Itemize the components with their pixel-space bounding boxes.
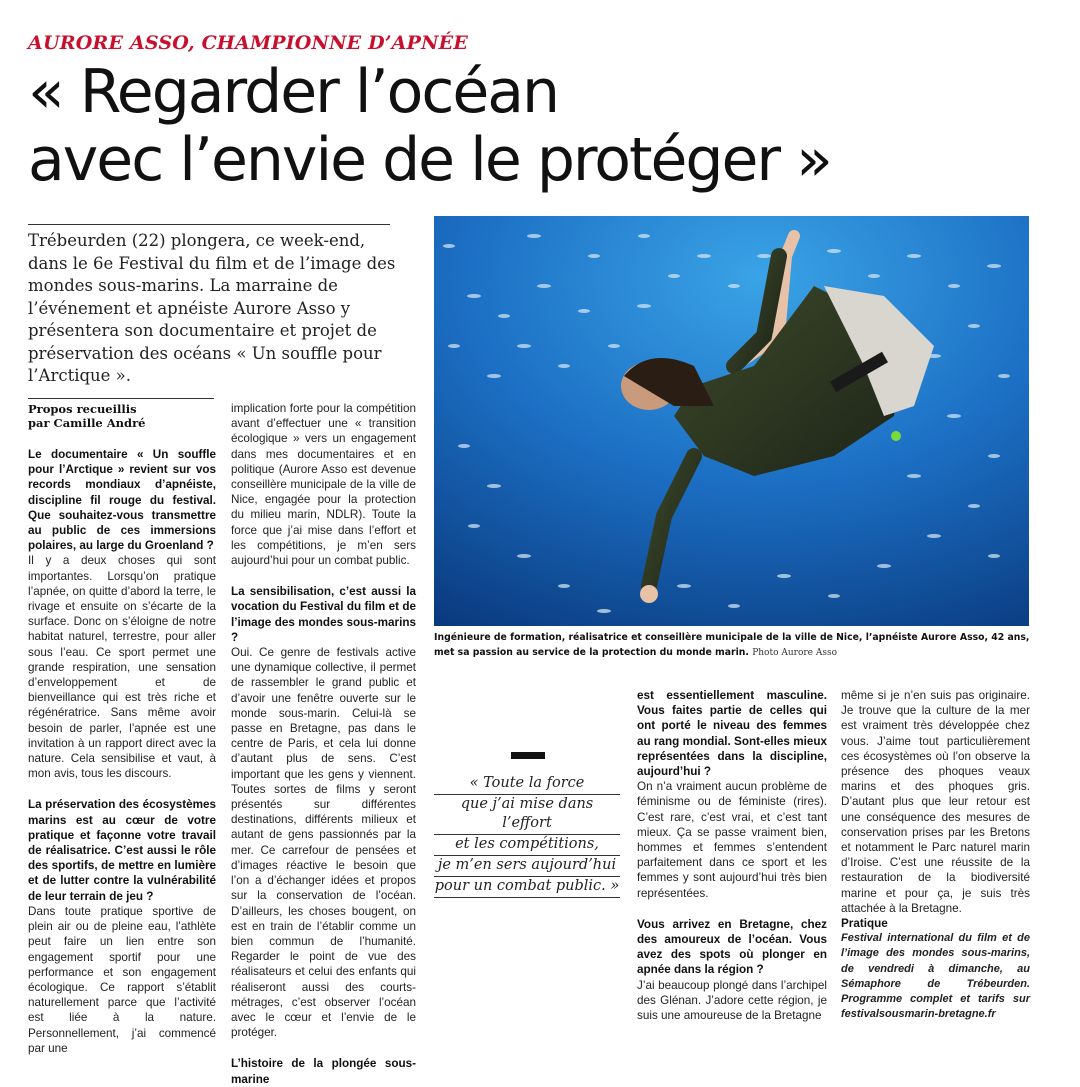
pullquote-line: « Toute la force	[434, 774, 620, 795]
byline-rule	[28, 398, 214, 399]
byline-line-2: par Camille André	[28, 416, 146, 430]
kicker: AURORE ASSO, CHAMPIONNE D’APNÉE	[28, 32, 469, 54]
pullquote-line: je m’en sers aujourd’hui	[434, 856, 620, 877]
headline	[28, 58, 1028, 194]
answer-2: Dans toute pratique sportive de plein air ou de pleine eau, l’athlète peut faire un lien entre son engagement sportif pour une performance et son engagement écologique. Ce rapport s’établit naturellement parce que l’activité est liée à la nature. Personnellement, j’ai commencé par une	[28, 904, 216, 1055]
pullquote-line: que j’ai mise dans l’effort	[434, 795, 620, 835]
pullquote-mark	[511, 752, 545, 759]
caption-text: Ingénieure de formation, réalisatrice et conseillère municipale de la ville de Nice, l’apnéiste Aurore Asso, 42 ans, met sa passion au service de la protection du monde marin.	[434, 632, 1030, 658]
column-1	[28, 447, 216, 1056]
answer-5-continued: même si je n’en suis pas originaire. Je trouve que la culture de la mer est vraiment très développée chez vous. J’aime tout particulièrement ces écosystèmes où l’on observe la présence des phoques veaux marins et des phoques gris. D’autant plus que leur retour est une conséquence des mesures de conservation prises par les Bretons et notamment le Parc naturel marin d’Iroise. C’est une réussite de la restauration de la biodiversité marine et pour ça, je suis très attachée à la Bretagne.	[841, 689, 1030, 915]
answer-1: Il y a deux choses qui sont importantes. Lorsqu’on pratique l’apnée, on quitte d’abord la terre, le rivage et ensuite on s’écarte de la surface. Donc on s’éloigne de notre habitat naturel, terrestre, pour aller sous l’eau. Ce sport permet une grande respiration, une sensation d’enveloppement et de bienveillance qui est très riche et régénératrice. Sans même avoir besoin de parler, l’apnée est une invitation à un rapport direct avec la nature. Cela sensibilise et vaut, à mon avis, tous les discours.	[28, 554, 216, 781]
pullquote-line: pour un combat public. »	[434, 877, 620, 898]
byline	[28, 402, 145, 430]
pratique-label: Pratique	[841, 917, 888, 931]
pratique-info: Festival international du film et de l’image des mondes sous-marins, de vendredi à dimanche, au Sémaphore de Trébeurden. Programme complet et tarifs sur festivalsousmarin-bretagne.fr	[841, 932, 1030, 1021]
photo-caption	[434, 630, 1034, 661]
answer-2-continued: implication forte pour la compétition avant d’effectuer une « transition écologique » vers un engagement dans mes documentaires et en politique (Aurore Asso est devenue conseillère municipale de la ville de Nice, engagée pour la protection du milieu marin, NDLR). Toute la force que j’ai mise dans l’effort et les compétitions, je m’en sers aujourd’hui pour un combat public.	[231, 402, 416, 568]
answer-5: J’ai beaucoup plongé dans l’archipel des Glénan. J’adore cette région, je suis une amoureuse de la Bretagne	[637, 978, 827, 1023]
answer-4: On n’a vraiment aucun problème de féminisme ou de féministe (rires). C’est rare, c’est vrai, et c’est tant mieux. Ça se passe vraiment bien, hommes et femmes s’entendent parfaitement dans ce sport et les femmes y sont aujourd’hui très bien représentées.	[637, 780, 827, 900]
column-4	[841, 688, 1030, 1022]
chapo-rule	[28, 224, 390, 225]
question-4-continued: est essentiellement masculine. Vous faites partie de celles qui ont porté le niveau des femmes au rang mondial. Sont-elles mieux représentées dans la discipline, aujourd’hui ?	[637, 689, 827, 779]
headline-line-1: « Regarder l’océan	[28, 57, 559, 127]
headline-line-2: avec l’envie de le protéger »	[28, 125, 831, 195]
question-5: Vous arrivez en Bretagne, chez des amoureux de l’océan. Vous avez des spots où plonger en apnée dans la région ?	[637, 917, 827, 977]
question-2: La préservation des écosystèmes marins est au cœur de votre pratique et façonne votre travail de réalisatrice. C’est aussi le rôle des sportifs, de mettre en lumière et de lutter contre la vulnérabilité de leur terrain de jeu ?	[28, 798, 216, 903]
diver-illustration	[434, 216, 1029, 626]
column-2	[231, 401, 416, 1087]
question-3: La sensibilisation, c’est aussi la vocation du Festival du film et de l’image des mondes sous-marins ?	[231, 585, 416, 644]
chapo: Trébeurden (22) plongera, ce week-end, dans le 6e Festival du film et de l’image des mondes sous-marins. La marraine de l’événement et apnéiste Aurore Asso y présentera son documentaire et projet de préservation des océans « Un souffle pour l’Arctique ».	[28, 231, 396, 385]
column-3	[637, 688, 827, 1023]
photo-credit: Photo Aurore Asso	[752, 648, 838, 658]
diver-photo	[434, 216, 1029, 626]
question-4: L’histoire de la plongée sous-marine	[231, 1057, 416, 1086]
question-1: Le documentaire « Un souffle pour l’Arctique » revient sur vos records mondiaux d’apnéiste, discipline fil rouge du festival. Que souhaitez-vous transmettre au public de ces immersions polaires, au large du Groenland ?	[28, 448, 216, 553]
pullquote-line: et les compétitions,	[434, 835, 620, 856]
answer-3: Oui. Ce genre de festivals active une dynamique collective, il permet de rassembler le grand public et d’avoir une fenêtre ouverte sur le monde sous-marin. Celui-là se passe en Bretagne, pas dans le centre de Paris, et cela lui donne d’autant plus de sens. C’est important que les gens y viennent. Toutes sortes de films y seront présentés sur différentes destinations, différents milieux et autant de gens passionnés par la mer. Ce carrefour de pensées et d’images réactive le besoin que l’on a d’échanger idées et propos sur la conservation de l’océan. D’ailleurs, les choses bougent, on est en train de l’établir comme un bien commun de l’humanité. Regarder le point de vue des réalisateurs et celui des enfants qui réaliseront aussi des courts-métrages, c’est observer l’océan avec le cœur et l’envie de le protéger.	[231, 646, 416, 1040]
byline-line-1: Propos recueillis	[28, 402, 137, 416]
pullquote	[434, 774, 620, 898]
